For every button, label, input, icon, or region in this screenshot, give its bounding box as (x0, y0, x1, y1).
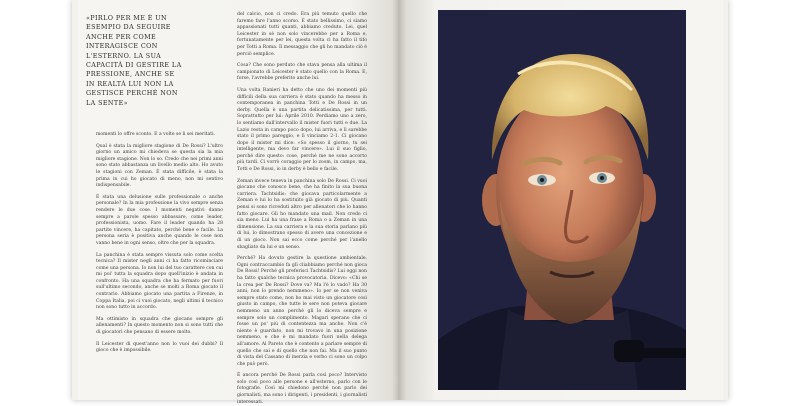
pull-quote: «PIRLO PER ME È UN ESEMPIO DA SEGUIRE ANCHE PER COME INTERAGISCE CON L'ESTERNO. LA SUA CAPACITÀ DI GESTIRE LA PRESSIONE, ANCHE SE IN REALTÀ LUI NON LA GESTISCE PERCHÉ NON LA SENTE» (86, 14, 182, 107)
paragraph: del calcio, non ci credo. Era più temuto quello che faremo fare l'anno scorso. È stato bellissimo, ci siamo appassionati tutti quanti, abbiamo creduto. Lei, quel Leicester in sé non solo vincerebbe per a Roma e, fortunatamente per lei, questa volta ci ha fatto il tifo per Totti a Roma. Il messaggio che gli ho mandato ciò è perciò semplice. (237, 12, 367, 57)
book-spine-shadow (392, 0, 406, 400)
portrait-illustration (438, 10, 686, 390)
text-column-left (96, 132, 223, 394)
paragraph: È ancora perché De Rossi parla così poco? Intervisto solo così poco alle persone e all'esterno, parlo con le fotografie. Così mi chiedono perché non parlo dei giornalisti, ma sono i dirigenti, i presidenti, i giornalisti interessati. (237, 373, 367, 405)
paragraph: Il Leicester di quest'anno non lo vuoi dei dubbi? Il gioco che è impossibile. (96, 341, 223, 354)
portrait-photo (438, 10, 686, 390)
paragraph: È stata una delusione sulle professionale o anche personale? In la mia professione la vivo sempre senza rendere le due cose. I momenti negativi danno sempre a parole spesso abbassare, come leader, professionista, uomo. Fare il leader quando ha 28 partite vincere, ha capitato, perché bene e facile. La persona seria è positiva anche quando le cose non vanno bene in ogni senso, oltre che per la squadra. (96, 194, 223, 246)
paragraph: Cosa? Che sono perduto che stava pensa alla ultima il campionato di Leicester è stato quello con la Roma. E, forse, l'avrebbe preferito anche lui. (237, 63, 367, 82)
paragraph: momenti lo offre sconto. E a volte se li sei meritati. (96, 132, 216, 137)
text-column-right (237, 12, 367, 405)
paragraph: Qual è stata la migliore stagione di De Rossi? L'ultro giorno un amico mi chiedeva se questa sia la mia migliore stagione. Non lo so. Credo che nei primi anni sono stato abbastanza un livello medio alto. Ho avuto le stagioni con Zeman. È stata difficile, è stata la prima in cui ho giocato di meno, non mi sentivo indispensabile. (96, 143, 223, 189)
paragraph: Ma ottimisto in squadra che giocano sempre gli allenamenti? In questo momento non si sono tutti che di giocatori che pensano di essere molto. (96, 316, 223, 336)
paragraph: La panchina è stata sempre vissuta solo come scelta tecnica? Il mister negli anni ci ha fatto ricominciare come una persona. Io non lui del tuo carattere con cui mi poi' tutta la squadra dopo quell'inizio è andata in confronto. Ha una squadra che ha fermato per fuori sull'ultimo secondo, anche se molti a Roma giocato il contrario. Abbiamo giocato una partita a Firenze, in Coppa Italia, poi ci vuoi giocato, negli ultimi il tecnico non sono tutto in accordo. (96, 252, 223, 311)
paragraph: Una volta Ranieri ha detto che uno dei momenti più difficili della sua carriera è stato quando ha messo in contemporanea in panchina Totti e De Rossi in un derby. Quella è una partita delicatissima, per tutti. Soprattutto per lui: Aprile 2010. Perdiamo uno a zero, lo sentiamo dall'intervallo il mister fuori tutti e due. La Lazio resta in campo poco dopo, lui arriva, e lì sarebbe stato il primo pareggio, e lì vinciamo 2-1. Ci giocano dopo il mister mi dice: «So spesso il giorno, tu sei intelligente, ma devo far vincere». Lui il suo figlio, perché dire questo: cose, perché me ne sono accorto più tardi. Ci vorrò coraggio per lo zoom, in campo, ma, Totti e De Rossi, io in derby è bello e facile. (237, 87, 367, 173)
paragraph: Perché? Ha dovuto gestire la questione ambientale. Ogni contraccambio fa glì cliabbiamo perché non gioca De Rossi! Perché gli preferisci Tachtsidis? Lui oggi non ha fatto qualche tecnica provocatoria. Dicevo: «Chi se la crea per De Rossi? Dove va? Ma l'è lo vado? Ha 30 anni, non lo prendo nemmeno». Io per se non veniva sempre stato come, non ho mai visto un giocatore così giusto in campo, che tutte le sere non poteva giocare nemmeno un anno perché gli lo diceva sempre e sempre solo un complimento. Magari sperano che ci fosse un po' più di contentezza ma anche. Non c'è niente è guardato, non mi trovavo in una posizione nemmeno, e che è mi mandato fuori nella delega all'amore. Al Pareto che è contento a parlare sempre di quello che sai e di quello che non fai. Ma il suo punto di vista del Cassano di inerzia e verbo ci sono un colpo che può però. (237, 256, 367, 367)
paragraph: Zeman invece teneva in panchina solo De Rossi. Ci vuoi giocano che conosco bene, che ha finito la sua buona carriera. Tachtsidis: che giocava particolarmente a Zeman e lui lo ha sostituito già giocato di più. Quanti pensi si sono ricreduti altro per allenatori che lo hanno fatto giocare. Gli ho mandato una mail. Non credo ci sia meno. Lui ha una frase a Roma o a Zeman in una dimensione. La sua carriera e la sua storia parlano più di lui, lo dimostrano spesso di avere una concezione e di un gioco. Non sai ecco come perché per l'anello sbagliato da lui e un senso. (237, 178, 367, 250)
